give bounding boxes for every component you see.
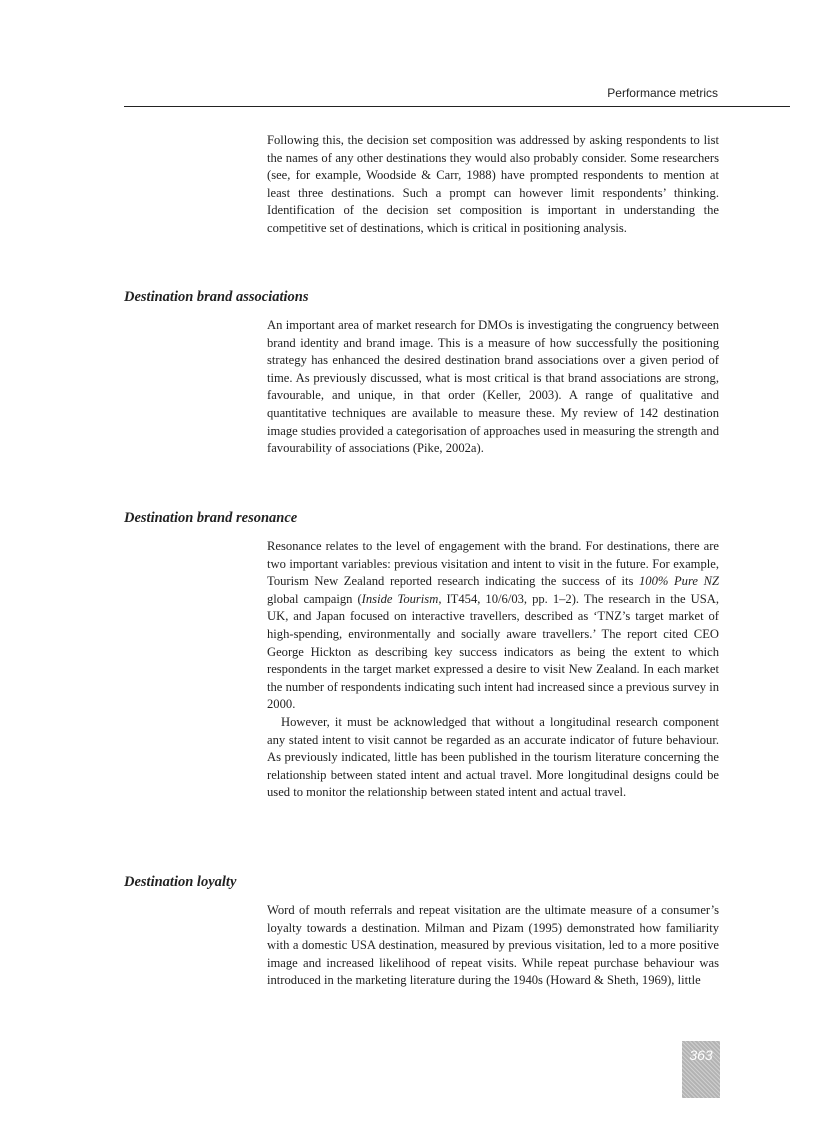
page-number-tab <box>682 1041 720 1098</box>
intro-block <box>267 132 719 238</box>
heading-brand-associations: Destination brand associations <box>124 289 309 305</box>
source-title: Inside Tourism <box>361 591 439 606</box>
associations-paragraph: An important area of market research for DMOs is investigating the congruency between brand identity and brand image. This is a measure of how successfully the positioning strategy has enhanced the desired destination brand associations over a given period of time. As previously discussed, what is most critical is that brand associations are strong, favourable, and unique, in that order (Keller, 2003). A range of qualitative and quantitative techniques are available to measure these. My review of 142 destination image studies provided a categorisation of approaches used in measuring the strength and favourability of associations (Pike, 2002a). <box>267 318 719 456</box>
resonance-paragraph-1 <box>267 538 719 714</box>
heading-destination-loyalty: Destination loyalty <box>124 874 237 890</box>
resonance-text-c: , IT454, 10/6/03, pp. 1–2). The research in the USA, UK, and Japan focused on interactive travellers, described as ‘TNZ’s target market of high-spending, environmentally and socially aware travellers.’ The report cited CEO George Hickton as describing key success indicators as being the extent to which respondents in the target market expressed a desire to visit New Zealand. In each market the number of respondents indicating such intent had increased since a previous survey in 2000. <box>267 591 719 712</box>
page-number: 363 <box>689 1047 713 1063</box>
header-rule <box>124 106 790 107</box>
associations-block <box>267 317 719 458</box>
loyalty-block <box>267 902 719 990</box>
resonance-paragraph-2: However, it must be acknowledged that without a longitudinal research component any stated intent to visit cannot be regarded as an accurate indicator of future behaviour. As previously indicated, little has been published in the tourism literature concerning the relationship between stated intent and actual travel. More longitudinal designs could be used to monitor the relationship between stated intent and actual travel. <box>267 714 719 800</box>
resonance-text-a: Resonance relates to the level of engagement with the brand. For destinations, there are two important variables: previous visitation and intent to visit in the future. For example, Tourism New Zealand reported research indicating the success of its <box>267 539 719 589</box>
loyalty-paragraph: Word of mouth referrals and repeat visitation are the ultimate measure of a consumer’s loyalty towards a destination. Milman and Pizam (1995) demonstrated how familiarity with a domestic USA destination, measured by previous visitation, led to a more positive image and increased likelihood of repeat visits. While repeat purchase behaviour was introduced in the marketing literature during the 1940s (Howard & Sheth, 1969), little <box>267 903 719 988</box>
resonance-block <box>267 538 719 802</box>
resonance-text-b: global campaign ( <box>267 591 362 606</box>
running-head: Performance metrics <box>607 86 718 100</box>
intro-paragraph: Following this, the decision set composition was addressed by asking respondents to list the names of any other destinations they would also probably consider. Some researchers (see, for example, Woodside & Carr, 1988) have prompted respondents to mention at least three destinations. Such a prompt can however limit respondents’ thinking. Identification of the decision set composition is important in understanding the competitive set of destinations, which is critical in positioning analysis. <box>267 133 719 235</box>
campaign-name: 100% Pure NZ <box>638 574 719 589</box>
heading-brand-resonance: Destination brand resonance <box>124 510 298 526</box>
